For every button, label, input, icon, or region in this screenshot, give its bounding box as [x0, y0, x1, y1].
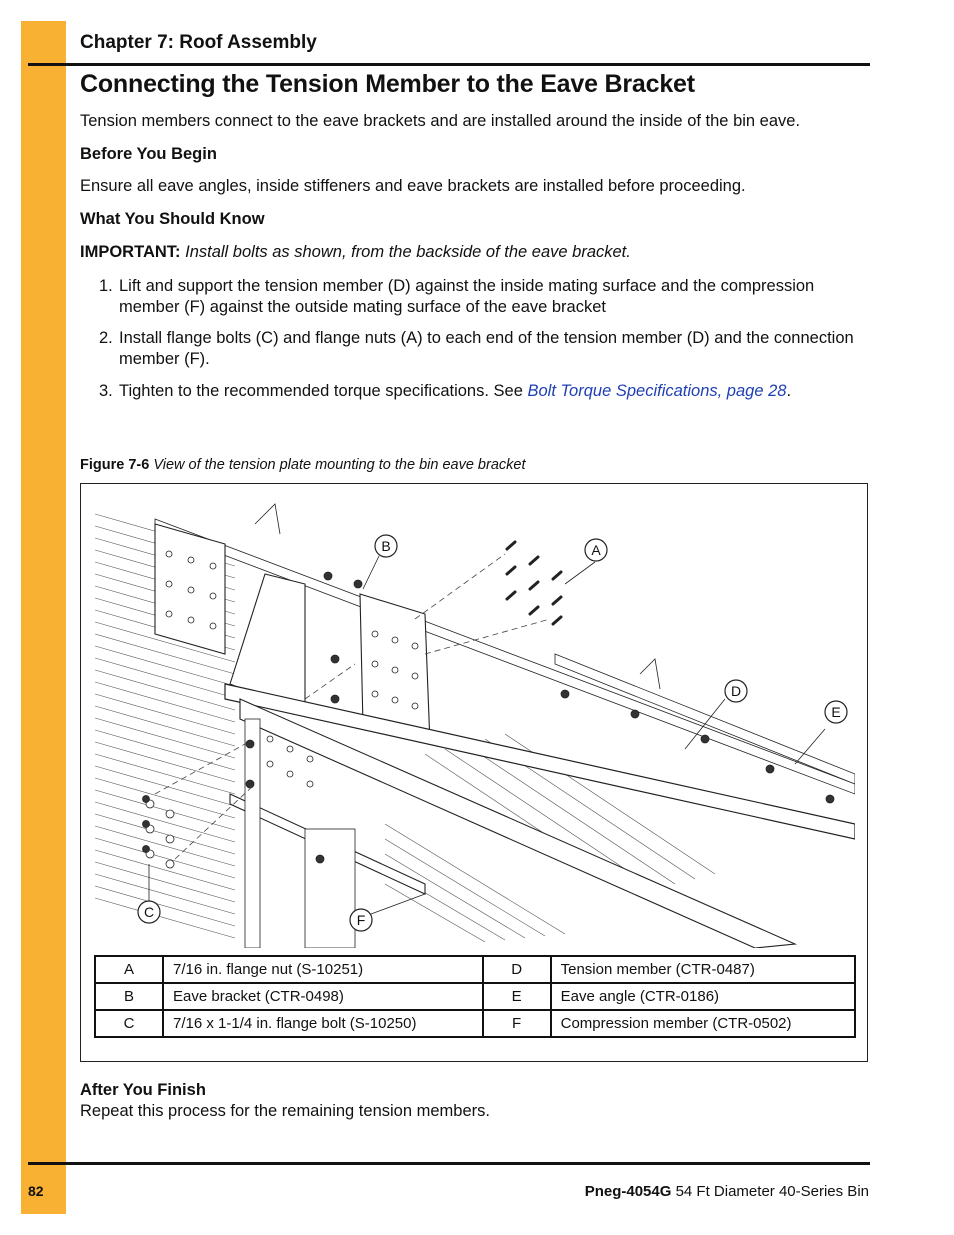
table-row: [95, 983, 855, 1010]
chapter-side-tab: [21, 21, 66, 1214]
legend-key: A: [95, 956, 163, 983]
step-text: Install flange bolts (C) and flange nuts (A) to each end of the tension member (D) and the connection member (F).: [119, 329, 854, 368]
after-text: Repeat this process for the remaining tension members.: [80, 1102, 490, 1120]
callout-f: F: [356, 912, 366, 928]
legend-value: 7/16 x 1-1/4 in. flange bolt (S-10250): [163, 1010, 483, 1037]
table-row: [95, 956, 855, 983]
page-number: 82: [28, 1183, 44, 1199]
step-3: [99, 381, 874, 402]
important-label: IMPORTANT:: [80, 243, 181, 261]
legend-key: D: [483, 956, 551, 983]
chapter-heading: Chapter 7: Roof Assembly: [80, 32, 317, 53]
header-rule: [28, 63, 870, 66]
page-title: Connecting the Tension Member to the Eave Bracket: [80, 70, 695, 98]
after-heading: After You Finish: [80, 1081, 206, 1099]
step-1: [99, 276, 874, 318]
parts-legend-table: [94, 955, 856, 1038]
table-row: [95, 1010, 855, 1037]
callout-a: A: [591, 542, 601, 558]
legend-value: 7/16 in. flange nut (S-10251): [163, 956, 483, 983]
figure-box: [80, 483, 868, 1062]
callout-d: D: [730, 683, 742, 699]
footer-rule: [28, 1162, 870, 1165]
figure-label: Figure 7-6: [80, 457, 150, 473]
step-text-before: Tighten to the recommended torque specifications. See: [119, 382, 523, 400]
figure-caption: [80, 457, 525, 473]
doc-title: 54 Ft Diameter 40-Series Bin: [675, 1183, 869, 1200]
legend-value: Eave bracket (CTR-0498): [163, 983, 483, 1010]
step-text: [119, 381, 874, 402]
callout-c: C: [143, 904, 155, 920]
legend-value: Tension member (CTR-0487): [551, 956, 855, 983]
legend-key: E: [483, 983, 551, 1010]
important-text: Install bolts as shown, from the backside of the eave bracket.: [185, 243, 631, 261]
intro-text: Tension members connect to the eave brackets and are installed around the inside of the bin eave.: [80, 112, 801, 130]
important-note: [80, 243, 631, 262]
know-heading: What You Should Know: [80, 210, 265, 228]
step-number: 1.: [99, 277, 113, 295]
step-number: 2.: [99, 329, 113, 347]
step-text-after: .: [786, 382, 792, 400]
legend-key: B: [95, 983, 163, 1010]
callout-b: B: [381, 538, 391, 554]
legend-value: Compression member (CTR-0502): [551, 1010, 855, 1037]
document-id: [585, 1183, 869, 1200]
figure-caption-text: View of the tension plate mounting to the bin eave bracket: [153, 457, 526, 473]
legend-key: F: [483, 1010, 551, 1037]
legend-key: C: [95, 1010, 163, 1037]
step-number: 3.: [99, 382, 113, 400]
tension-member-illustration: [95, 494, 855, 948]
before-text: Ensure all eave angles, inside stiffeners and eave brackets are installed before proceeding.: [80, 177, 746, 195]
callout-e: E: [831, 704, 841, 720]
legend-value: Eave angle (CTR-0186): [551, 983, 855, 1010]
bolt-torque-link[interactable]: Bolt Torque Specifications, page 28: [527, 382, 787, 400]
step-text: Lift and support the tension member (D) against the inside mating surface and the compression member (F) against the outside mating surface of the eave bracket: [119, 277, 815, 316]
step-2: [99, 328, 874, 370]
before-heading: Before You Begin: [80, 145, 217, 163]
doc-code: Pneg-4054G: [584, 1183, 672, 1200]
